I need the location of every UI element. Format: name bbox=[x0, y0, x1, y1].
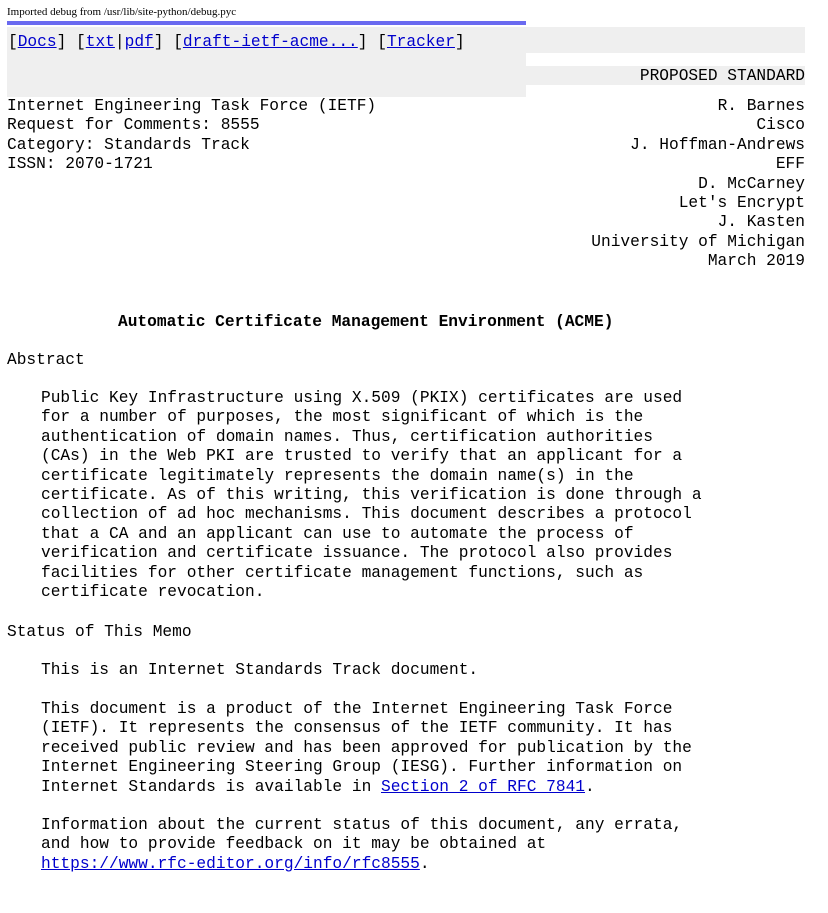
publication-date: March 2019 bbox=[707, 252, 805, 271]
status-label: PROPOSED STANDARD bbox=[639, 67, 805, 85]
document-title: Automatic Certificate Management Environment (ACME) bbox=[118, 313, 614, 331]
text-line: (CAs) in the Web PKI are trusted to verify that an applicant for a bbox=[41, 447, 683, 466]
text-line: Information about the current status of this document, any errata, bbox=[41, 816, 683, 834]
docs-link[interactable]: Docs bbox=[17, 33, 57, 51]
text-line: Internet Engineering Steering Group (IESG). Further information on bbox=[41, 758, 683, 777]
text-line: received public review and has been approved for publication by the bbox=[41, 738, 692, 757]
debug-message: Imported debug from /usr/lib/site-python/debug.pyc bbox=[7, 6, 237, 18]
text-line: certificate legitimately represents the domain name(s) in the bbox=[41, 466, 634, 485]
memo-paragraph-2 bbox=[41, 700, 821, 797]
text-line: Public Key Infrastructure using X.509 (PKIX) certificates are used bbox=[41, 389, 683, 407]
author-affiliation: EFF bbox=[775, 155, 805, 174]
text-line: This is an Internet Standards Track document. bbox=[41, 661, 479, 679]
bracket-close: ] bbox=[153, 33, 164, 51]
text-line: certificate revocation. bbox=[41, 583, 265, 602]
nav-separator: | bbox=[114, 33, 125, 51]
text-line: certificate. As of this writing, this verification is done through a bbox=[41, 486, 702, 505]
abstract-heading: Abstract bbox=[7, 351, 85, 369]
text-line: This document is a product of the Internet Engineering Task Force bbox=[41, 700, 673, 718]
header-meta-left bbox=[7, 97, 376, 175]
text-line: verification and certificate issuance. The protocol also provides bbox=[41, 544, 673, 563]
author-affiliation: Let's Encrypt bbox=[678, 194, 805, 213]
text-segment: Internet Standards is available in bbox=[41, 777, 381, 796]
author-name: J. Kasten bbox=[717, 213, 805, 232]
text-line bbox=[41, 855, 821, 874]
text-line: (IETF). It represents the consensus of the IETF community. It has bbox=[41, 719, 673, 738]
draft-link[interactable]: draft-ietf-acme... bbox=[182, 33, 358, 51]
text-line: authentication of domain names. Thus, certification authorities bbox=[41, 427, 653, 446]
rfc7841-section-link[interactable]: Section 2 of RFC 7841 bbox=[381, 777, 585, 796]
rfc-editor-info-link[interactable]: https://www.rfc-editor.org/info/rfc8555 bbox=[41, 854, 420, 873]
txt-link[interactable]: txt bbox=[85, 33, 115, 51]
bracket-close: ] bbox=[454, 33, 465, 51]
text-segment: . bbox=[419, 854, 430, 873]
pdf-link[interactable]: pdf bbox=[124, 33, 154, 51]
author-name: J. Hoffman-Andrews bbox=[630, 135, 805, 154]
bracket-open: [ bbox=[173, 33, 183, 51]
text-line: and how to provide feedback on it may be obtained at bbox=[41, 835, 547, 854]
bracket-close: ] bbox=[56, 33, 67, 51]
text-line: facilities for other certificate management functions, such as bbox=[41, 563, 644, 582]
meta-issn: ISSN: 2070-1721 bbox=[7, 155, 153, 174]
header-accent-bar bbox=[7, 21, 526, 25]
memo-paragraph-3 bbox=[41, 816, 821, 874]
text-segment: . bbox=[585, 777, 595, 796]
status-memo-heading: Status of This Memo bbox=[7, 623, 192, 641]
author-affiliation: University of Michigan bbox=[591, 232, 805, 251]
tracker-link[interactable]: Tracker bbox=[386, 33, 455, 51]
memo-paragraph-1 bbox=[41, 661, 821, 680]
bracket-open: [ bbox=[377, 33, 387, 51]
nav-band-left bbox=[7, 53, 526, 97]
author-name: D. McCarney bbox=[698, 174, 805, 193]
abstract-paragraph bbox=[41, 389, 821, 602]
bracket-open: [ bbox=[8, 33, 18, 51]
author-affiliation: Cisco bbox=[756, 116, 805, 135]
meta-category: Category: Standards Track bbox=[7, 135, 250, 154]
meta-rfc-number: Request for Comments: 8555 bbox=[7, 116, 260, 135]
author-name: R. Barnes bbox=[717, 97, 805, 115]
text-line: that a CA and an applicant can use to automate the process of bbox=[41, 524, 634, 543]
meta-organization: Internet Engineering Task Force (IETF) bbox=[7, 97, 377, 115]
bracket-close: ] bbox=[357, 33, 368, 51]
text-line: collection of ad hoc mechanisms. This document describes a protocol bbox=[41, 505, 692, 524]
text-line bbox=[41, 778, 821, 797]
text-line: for a number of purposes, the most significant of which is the bbox=[41, 408, 644, 427]
header-meta-right bbox=[591, 97, 805, 272]
document-nav bbox=[8, 32, 465, 52]
bracket-open: [ bbox=[76, 33, 86, 51]
